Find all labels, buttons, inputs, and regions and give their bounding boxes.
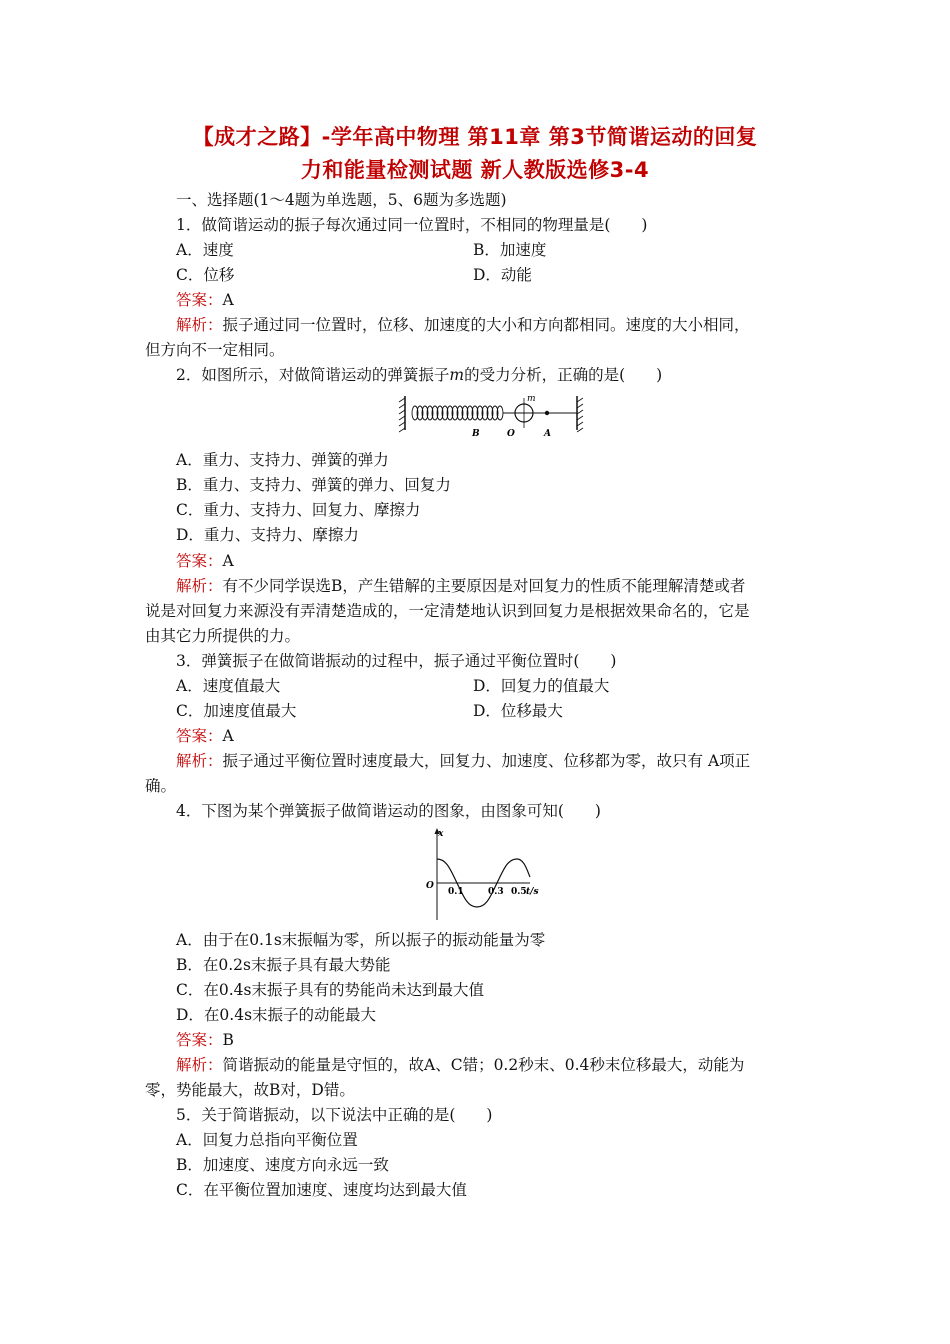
tick-label-0-1: 0.1 (448, 887, 464, 897)
analysis-label: 解析： (176, 316, 223, 334)
answer-label: 答案： (176, 1031, 223, 1049)
answer-value: A (222, 727, 234, 745)
title-line-1: 【成才之路】-学年高中物理 第11章 第3节简谐运动的回复 (192, 125, 758, 149)
q2-analysis-line-1 (176, 576, 745, 596)
q1-stem: 1．做简谐运动的振子每次通过同一位置时，不相同的物理量是( ) (176, 216, 648, 234)
label-m: m (527, 394, 536, 404)
q5-option-a: A．回复力总指向平衡位置 (176, 1131, 358, 1149)
q2-answer (176, 551, 234, 571)
q4-option-c: C．在0.4s末振子具有的势能尚未达到最大值 (176, 981, 484, 999)
answer-value: B (222, 1031, 234, 1049)
left-wall-hatch (399, 398, 405, 432)
tick-label-0-3: 0.3 (488, 887, 504, 897)
analysis-text: 振子通过平衡位置时速度最大，回复力、加速度、位移都为零，故只有 A项正 (222, 752, 751, 770)
q5-stem: 5．关于简谐振动，以下说法中正确的是( ) (176, 1106, 493, 1124)
q2-stem-pre: 2．如图所示，对做简谐运动的弹簧振子 (176, 366, 450, 384)
q3-analysis-line-1 (176, 751, 750, 771)
q3-analysis-line-2: 确。 (145, 777, 177, 795)
q2-option-b: B．重力、支持力、弹簧的弹力、回复力 (176, 476, 451, 494)
q5-option-b: B．加速度、速度方向永远一致 (176, 1156, 389, 1174)
origin-label: O (426, 881, 434, 891)
label-o: O (507, 429, 515, 439)
y-label: x (438, 829, 444, 839)
analysis-text: 有不少同学误选B，产生错解的主要原因是对回复力的性质不能理解清楚或者 (222, 577, 746, 595)
q2-option-c: C．重力、支持力、回复力、摩擦力 (176, 501, 421, 519)
q3-option-d: D．位移最大 (473, 702, 563, 720)
q4-analysis-line-1 (176, 1055, 744, 1075)
q1-option-d: D．动能 (473, 266, 532, 284)
q1-analysis-line-2: 但方向不一定相同。 (145, 341, 285, 359)
q4-answer (176, 1030, 234, 1050)
label-a: A (544, 429, 551, 439)
analysis-label: 解析： (176, 752, 223, 770)
q4-analysis-line-2: 零，势能最大，故B对，D错。 (145, 1081, 355, 1099)
tick-label-0-5: 0.5 (511, 887, 527, 897)
q4-option-b: B．在0.2s末振子具有最大势能 (176, 956, 391, 974)
q4-option-d: D．在0.4s末振子的动能最大 (176, 1006, 377, 1024)
q1-analysis-line-1 (176, 315, 750, 335)
right-wall-hatch (577, 398, 583, 432)
t-label: t/s (526, 887, 539, 897)
analysis-label: 解析： (176, 577, 223, 595)
answer-value: A (222, 552, 234, 570)
q2-stem-m: m (449, 366, 465, 384)
q5-option-c: C．在平衡位置加速度、速度均达到最大值 (176, 1181, 467, 1199)
answer-label: 答案： (176, 291, 223, 309)
q3-stem: 3．弹簧振子在做简谐振动的过程中，振子通过平衡位置时( ) (176, 652, 617, 670)
q4-stem: 4．下图为某个弹簧振子做简谐运动的图象，由图象可知( ) (176, 802, 601, 820)
q2-analysis-line-2: 说是对回复力来源没有弄清楚造成的，一定清楚地认识到回复力是根据效果命名的，它是 (145, 602, 750, 620)
q3-option-a: A．速度值最大 (176, 677, 281, 695)
q2-option-a: A．重力、支持力、弹簧的弹力 (176, 451, 389, 469)
answer-label: 答案： (176, 727, 223, 745)
q2-stem (176, 365, 662, 385)
title-line-2: 力和能量检测试题 新人教版选修3-4 (300, 158, 650, 182)
q3-option-c: C．加速度值最大 (176, 702, 297, 720)
q3-answer (176, 726, 234, 746)
point-a-dot (545, 411, 549, 415)
analysis-text: 振子通过同一位置时，位移、加速度的大小和方向都相同。速度的大小相同， (222, 316, 750, 334)
q1-option-a: A．速度 (176, 241, 234, 259)
q2-stem-post: 的受力分析，正确的是( ) (464, 366, 663, 384)
section-heading: 一、选择题(1～4题为单选题，5、6题为多选题) (176, 191, 507, 209)
vibration-graph (420, 825, 540, 925)
q1-answer (176, 290, 234, 310)
q3-option-b: D．回复力的值最大 (473, 677, 610, 695)
answer-label: 答案： (176, 552, 223, 570)
analysis-text: 简谐振动的能量是守恒的，故A、C错；0.2秒末、0.4秒末位移最大，动能为 (222, 1056, 745, 1074)
spring (412, 406, 503, 420)
q2-option-d: D．重力、支持力、摩擦力 (176, 526, 359, 544)
q1-option-c: C．位移 (176, 266, 235, 284)
q2-analysis-line-3: 由其它力所提供的力。 (145, 627, 301, 645)
answer-value: A (222, 291, 234, 309)
label-b: B (472, 429, 480, 439)
spring-oscillator-figure (395, 390, 595, 440)
q4-option-a: A．由于在0.1s末振幅为零，所以振子的振动能量为零 (176, 931, 546, 949)
analysis-label: 解析： (176, 1056, 223, 1074)
q1-option-b: B．加速度 (473, 241, 547, 259)
